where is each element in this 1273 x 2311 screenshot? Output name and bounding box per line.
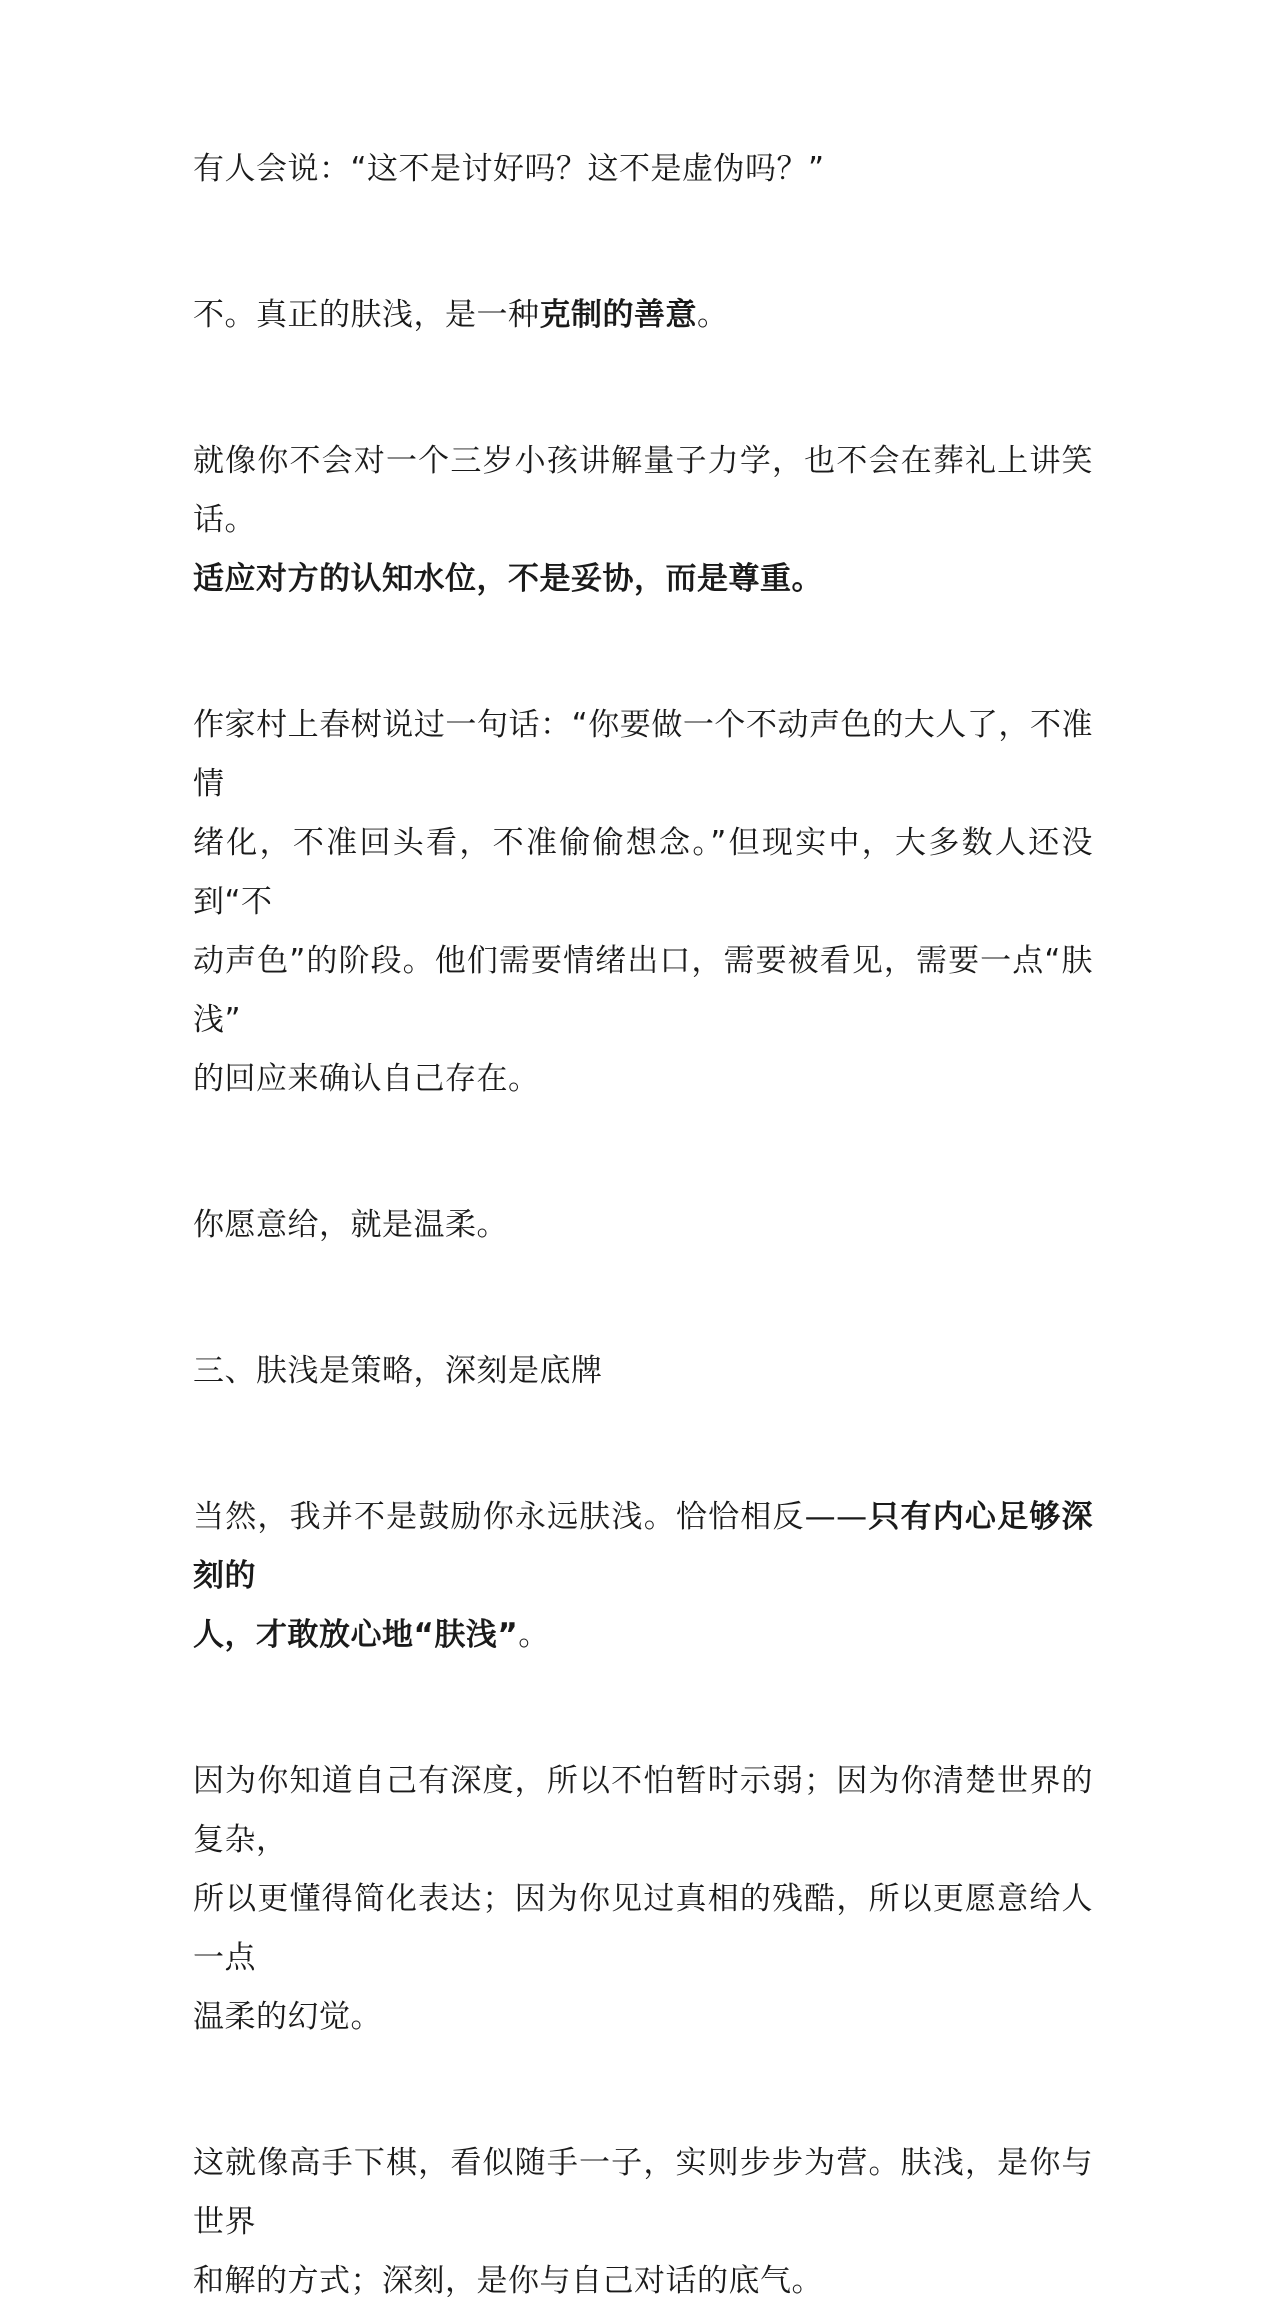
- text-line: [193, 140, 1093, 199]
- text-run: 作家村上春树说过一句话：“你要做一个不动声色的大人了，不准情: [193, 707, 1093, 802]
- text-line: [193, 1342, 1093, 1401]
- paragraph-gap: [193, 1665, 1093, 1752]
- text-run: 绪化，不准回头看，不准偷偷想念。”但现实中，大多数人还没到“不: [193, 825, 1093, 920]
- text-run: 的回应来确认自己存在。: [193, 1061, 540, 1097]
- paragraph: [193, 140, 1093, 199]
- paragraph: [193, 1752, 1093, 2047]
- bold-text: 适应对方的认知水位，不是妥协，而是尊重。: [193, 561, 823, 597]
- text-line: [193, 432, 1093, 550]
- text-line: [193, 550, 1093, 609]
- text-run: 所以更懂得简化表达；因为你见过真相的残酷，所以更愿意给人一点: [193, 1881, 1093, 1976]
- text-line: [193, 1606, 1093, 1665]
- paragraph-gap: [193, 199, 1093, 286]
- text-run: 当然，我并不是鼓励你永远肤浅。恰恰相反——: [193, 1499, 868, 1535]
- text-run: 三、肤浅是策略，深刻是底牌: [193, 1353, 603, 1389]
- text-line: [193, 814, 1093, 932]
- text-line: [193, 286, 1093, 345]
- text-run: 不。真正的肤浅，是一种: [193, 297, 540, 333]
- text-line: [193, 1752, 1093, 1870]
- section-heading: [193, 1342, 1093, 1401]
- paragraph-gap: [193, 609, 1093, 696]
- paragraph-gap: [193, 2047, 1093, 2134]
- text-line: [193, 1988, 1093, 2047]
- text-line: [193, 932, 1093, 1050]
- text-line: [193, 2252, 1093, 2311]
- text-run: 你愿意给，就是温柔。: [193, 1207, 508, 1243]
- text-line: [193, 1488, 1093, 1606]
- text-run: 就像你不会对一个三岁小孩讲解量子力学，也不会在葬礼上讲笑话。: [193, 443, 1093, 538]
- text-run: 。: [518, 1617, 550, 1653]
- document-page: [193, 140, 1093, 2311]
- paragraph-gap: [193, 1255, 1093, 1342]
- paragraph: [193, 286, 1093, 345]
- text-run: 这就像高手下棋，看似随手一子，实则步步为营。肤浅，是你与世界: [193, 2145, 1093, 2240]
- text-run: 动声色”的阶段。他们需要情绪出口，需要被看见，需要一点“肤浅”: [193, 943, 1093, 1038]
- paragraph: [193, 1196, 1093, 1255]
- paragraph: [193, 1488, 1093, 1665]
- bold-text: 只有内心足够深刻的: [193, 1499, 1094, 1594]
- text-line: [193, 1870, 1093, 1988]
- text-line: [193, 2134, 1093, 2252]
- paragraph-gap: [193, 1109, 1093, 1196]
- paragraph: [193, 696, 1093, 1109]
- text-run: 温柔的幻觉。: [193, 1999, 382, 2035]
- paragraph: [193, 432, 1093, 609]
- text-run: 因为你知道自己有深度，所以不怕暂时示弱；因为你清楚世界的复杂，: [193, 1763, 1093, 1858]
- text-line: [193, 696, 1093, 814]
- text-run: 。: [697, 297, 729, 333]
- bold-text: 人，才敢放心地“肤浅”: [193, 1617, 519, 1653]
- paragraph-gap: [193, 345, 1093, 432]
- paragraph: [193, 2134, 1093, 2311]
- text-run: 有人会说：“这不是讨好吗？这不是虚伪吗？”: [193, 151, 825, 187]
- bold-text: 克制的善意: [539, 297, 697, 333]
- text-line: [193, 1050, 1093, 1109]
- text-run: 和解的方式；深刻，是你与自己对话的底气。: [193, 2263, 823, 2299]
- text-line: [193, 1196, 1093, 1255]
- paragraph-gap: [193, 1401, 1093, 1488]
